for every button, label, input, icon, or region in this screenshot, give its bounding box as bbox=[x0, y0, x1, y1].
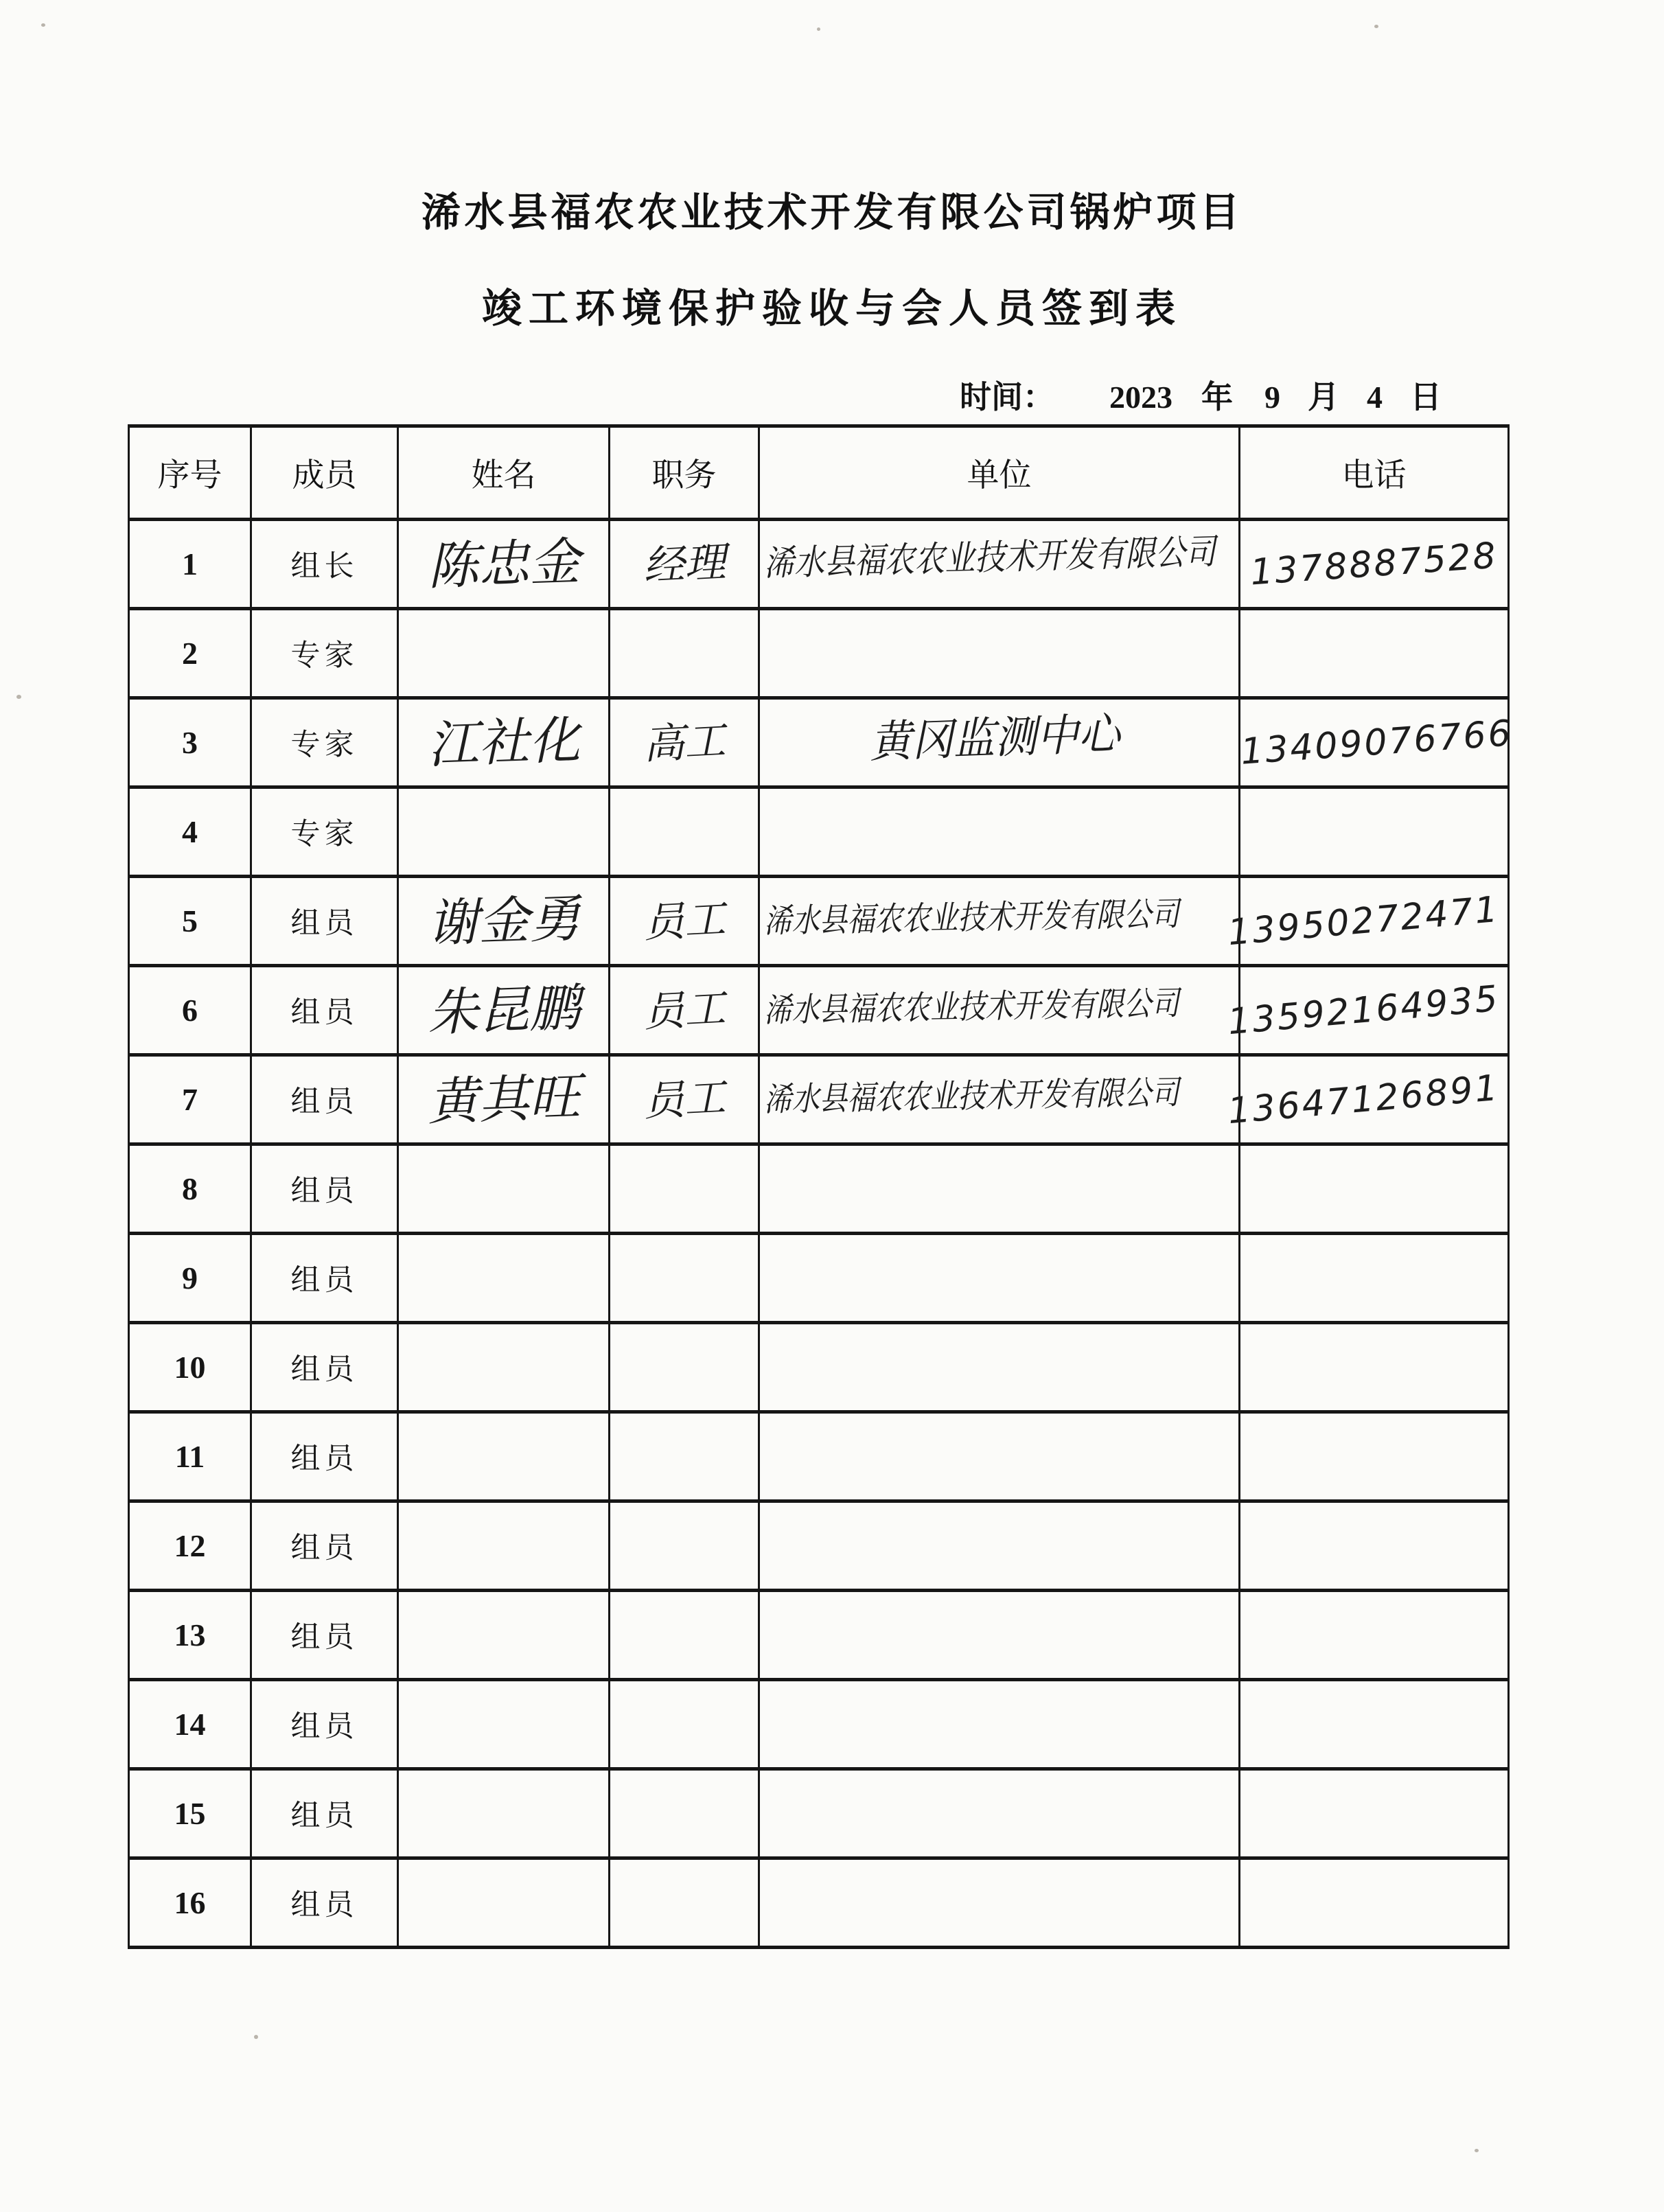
member-role-cell: 组员 bbox=[251, 1412, 398, 1501]
unit-cell bbox=[759, 1591, 1240, 1680]
unit-cell bbox=[759, 1412, 1240, 1501]
name-signature-cell bbox=[398, 877, 610, 966]
name-signature-cell bbox=[398, 1501, 610, 1591]
unit-cell bbox=[759, 609, 1240, 698]
phone-cell bbox=[1240, 1858, 1509, 1948]
handwritten-job-title: 高工 bbox=[641, 716, 727, 769]
table-row bbox=[129, 966, 1509, 1055]
unit-cell bbox=[759, 787, 1240, 877]
member-role-cell: 专家 bbox=[251, 787, 398, 877]
serial-cell: 11 bbox=[129, 1412, 251, 1501]
scan-speck bbox=[16, 695, 21, 699]
phone-cell bbox=[1240, 787, 1509, 877]
unit-cell bbox=[759, 877, 1240, 966]
date-year-unit: 年 bbox=[1201, 380, 1233, 415]
serial-cell: 10 bbox=[129, 1323, 251, 1412]
name-signature-cell bbox=[398, 1769, 610, 1858]
name-signature-cell bbox=[398, 1323, 610, 1412]
handwritten-job-title: 员工 bbox=[641, 1073, 727, 1126]
header-name: 姓名 bbox=[398, 426, 610, 520]
unit-cell bbox=[759, 698, 1240, 787]
unit-cell bbox=[759, 1323, 1240, 1412]
name-signature-cell bbox=[398, 1858, 610, 1948]
unit-cell bbox=[759, 1769, 1240, 1858]
job-title-cell bbox=[610, 1323, 759, 1412]
job-title-cell bbox=[610, 966, 759, 1055]
table-row bbox=[129, 1412, 1509, 1501]
table-row bbox=[129, 1234, 1509, 1323]
header-member: 成员 bbox=[251, 426, 398, 520]
member-role-cell: 专家 bbox=[251, 609, 398, 698]
handwritten-name: 谢金勇 bbox=[426, 888, 581, 954]
job-title-cell bbox=[610, 877, 759, 966]
table-row bbox=[129, 1591, 1509, 1680]
handwritten-unit: 浠水县福农农业技术开发有限公司 bbox=[763, 1072, 1180, 1119]
handwritten-unit: 浠水县福农农业技术开发有限公司 bbox=[763, 531, 1216, 584]
member-role-cell: 专家 bbox=[251, 698, 398, 787]
date-year: 2023 bbox=[1109, 380, 1172, 415]
job-title-cell bbox=[610, 698, 759, 787]
job-title-cell bbox=[610, 1144, 759, 1234]
handwritten-name: 黄其旺 bbox=[426, 1067, 581, 1132]
name-signature-cell bbox=[398, 966, 610, 1055]
serial-cell: 4 bbox=[129, 787, 251, 877]
name-signature-cell bbox=[398, 1144, 610, 1234]
handwritten-phone: 13409076766 bbox=[1239, 712, 1514, 773]
job-title-cell bbox=[610, 1234, 759, 1323]
job-title-cell bbox=[610, 520, 759, 609]
member-role-cell: 组员 bbox=[251, 1858, 398, 1948]
unit-cell bbox=[759, 1144, 1240, 1234]
phone-cell bbox=[1240, 520, 1509, 609]
meeting-date-line bbox=[960, 372, 1442, 417]
name-signature-cell bbox=[398, 698, 610, 787]
handwritten-phone: 13592164935 bbox=[1226, 978, 1501, 1043]
member-role-cell: 组员 bbox=[251, 966, 398, 1055]
signin-table bbox=[128, 424, 1514, 1949]
name-signature-cell bbox=[398, 1055, 610, 1144]
table-row bbox=[129, 877, 1509, 966]
date-month-unit: 月 bbox=[1308, 380, 1339, 415]
job-title-cell bbox=[610, 1591, 759, 1680]
handwritten-job-title: 经理 bbox=[641, 538, 727, 590]
table-row bbox=[129, 698, 1509, 787]
table-row bbox=[129, 1769, 1509, 1858]
handwritten-name: 陈忠金 bbox=[426, 531, 581, 597]
job-title-cell bbox=[610, 1769, 759, 1858]
header-serial: 序号 bbox=[129, 426, 251, 520]
member-role-cell: 组员 bbox=[251, 877, 398, 966]
handwritten-phone: 13647126891 bbox=[1226, 1067, 1501, 1132]
serial-cell: 3 bbox=[129, 698, 251, 787]
serial-cell: 14 bbox=[129, 1680, 251, 1769]
serial-cell: 9 bbox=[129, 1234, 251, 1323]
handwritten-job-title: 员工 bbox=[641, 895, 727, 947]
header-title: 职务 bbox=[610, 426, 759, 520]
member-role-cell: 组员 bbox=[251, 1680, 398, 1769]
handwritten-phone: 1378887528 bbox=[1249, 534, 1499, 594]
table-row bbox=[129, 520, 1509, 609]
table-header-row bbox=[129, 426, 1509, 520]
member-role-cell: 组员 bbox=[251, 1234, 398, 1323]
name-signature-cell bbox=[398, 787, 610, 877]
table-row bbox=[129, 1055, 1509, 1144]
scan-speck bbox=[1475, 2149, 1479, 2152]
member-role-cell: 组员 bbox=[251, 1501, 398, 1591]
phone-cell bbox=[1226, 877, 1509, 966]
date-day-unit: 日 bbox=[1410, 380, 1442, 415]
header-phone: 电话 bbox=[1240, 426, 1509, 520]
unit-cell bbox=[759, 1055, 1240, 1144]
phone-cell bbox=[1240, 1412, 1509, 1501]
scan-speck bbox=[817, 27, 820, 31]
scan-speck bbox=[41, 23, 45, 27]
member-role-cell: 组长 bbox=[251, 520, 398, 609]
date-label: 时间： bbox=[960, 380, 1054, 415]
phone-cell bbox=[1239, 698, 1514, 787]
date-day: 4 bbox=[1367, 380, 1383, 415]
member-role-cell: 组员 bbox=[251, 1769, 398, 1858]
name-signature-cell bbox=[398, 520, 610, 609]
table-row bbox=[129, 1144, 1509, 1234]
unit-cell bbox=[759, 1858, 1240, 1948]
handwritten-unit: 浠水县福农农业技术开发有限公司 bbox=[763, 983, 1180, 1030]
serial-cell: 7 bbox=[129, 1055, 251, 1144]
serial-cell: 15 bbox=[129, 1769, 251, 1858]
table-row bbox=[129, 609, 1509, 698]
name-signature-cell bbox=[398, 1680, 610, 1769]
phone-cell bbox=[1226, 966, 1509, 1055]
job-title-cell bbox=[610, 1858, 759, 1948]
table-row bbox=[129, 1858, 1509, 1948]
member-role-cell: 组员 bbox=[251, 1323, 398, 1412]
unit-cell bbox=[759, 1680, 1240, 1769]
name-signature-cell bbox=[398, 609, 610, 698]
header-unit: 单位 bbox=[759, 426, 1240, 520]
scan-speck bbox=[1374, 25, 1378, 28]
phone-cell bbox=[1226, 1055, 1509, 1144]
phone-cell bbox=[1240, 1323, 1509, 1412]
table-row bbox=[129, 787, 1509, 877]
phone-cell bbox=[1240, 1769, 1509, 1858]
serial-cell: 1 bbox=[129, 520, 251, 609]
document-title-line1: 浠水县福农农业技术开发有限公司锅炉项目 bbox=[421, 190, 1243, 235]
scan-speck bbox=[254, 2035, 258, 2039]
name-signature-cell bbox=[398, 1412, 610, 1501]
serial-cell: 6 bbox=[129, 966, 251, 1055]
phone-cell bbox=[1240, 1591, 1509, 1680]
date-month: 9 bbox=[1264, 380, 1280, 415]
table-row bbox=[129, 1501, 1509, 1591]
phone-cell bbox=[1240, 1234, 1509, 1323]
member-role-cell: 组员 bbox=[251, 1144, 398, 1234]
job-title-cell bbox=[610, 1501, 759, 1591]
serial-cell: 13 bbox=[129, 1591, 251, 1680]
serial-cell: 2 bbox=[129, 609, 251, 698]
table-row bbox=[129, 1680, 1509, 1769]
job-title-cell bbox=[610, 1055, 759, 1144]
handwritten-job-title: 员工 bbox=[641, 984, 727, 1037]
job-title-cell bbox=[610, 1412, 759, 1501]
handwritten-phone: 13950272471 bbox=[1226, 888, 1501, 954]
document-title-line2: 竣工环境保护验收与会人员签到表 bbox=[481, 286, 1182, 331]
job-title-cell bbox=[610, 1680, 759, 1769]
name-signature-cell bbox=[398, 1234, 610, 1323]
member-role-cell: 组员 bbox=[251, 1591, 398, 1680]
handwritten-name: 江社化 bbox=[426, 710, 581, 775]
name-signature-cell bbox=[398, 1591, 610, 1680]
unit-cell bbox=[759, 966, 1240, 1055]
unit-cell bbox=[759, 1501, 1240, 1591]
serial-cell: 8 bbox=[129, 1144, 251, 1234]
unit-cell bbox=[759, 1234, 1240, 1323]
phone-cell bbox=[1240, 1501, 1509, 1591]
serial-cell: 16 bbox=[129, 1858, 251, 1948]
table-row bbox=[129, 1323, 1509, 1412]
phone-cell bbox=[1240, 1680, 1509, 1769]
serial-cell: 5 bbox=[129, 877, 251, 966]
handwritten-unit: 浠水县福农农业技术开发有限公司 bbox=[763, 894, 1180, 941]
phone-cell bbox=[1240, 609, 1509, 698]
handwritten-name: 朱昆鹏 bbox=[426, 978, 581, 1043]
member-role-cell: 组员 bbox=[251, 1055, 398, 1144]
job-title-cell bbox=[610, 609, 759, 698]
unit-cell bbox=[759, 520, 1240, 609]
phone-cell bbox=[1240, 1144, 1509, 1234]
handwritten-unit: 黄冈监测中心 bbox=[868, 708, 1121, 768]
table-body bbox=[129, 520, 1514, 1948]
serial-cell: 12 bbox=[129, 1501, 251, 1591]
job-title-cell bbox=[610, 787, 759, 877]
